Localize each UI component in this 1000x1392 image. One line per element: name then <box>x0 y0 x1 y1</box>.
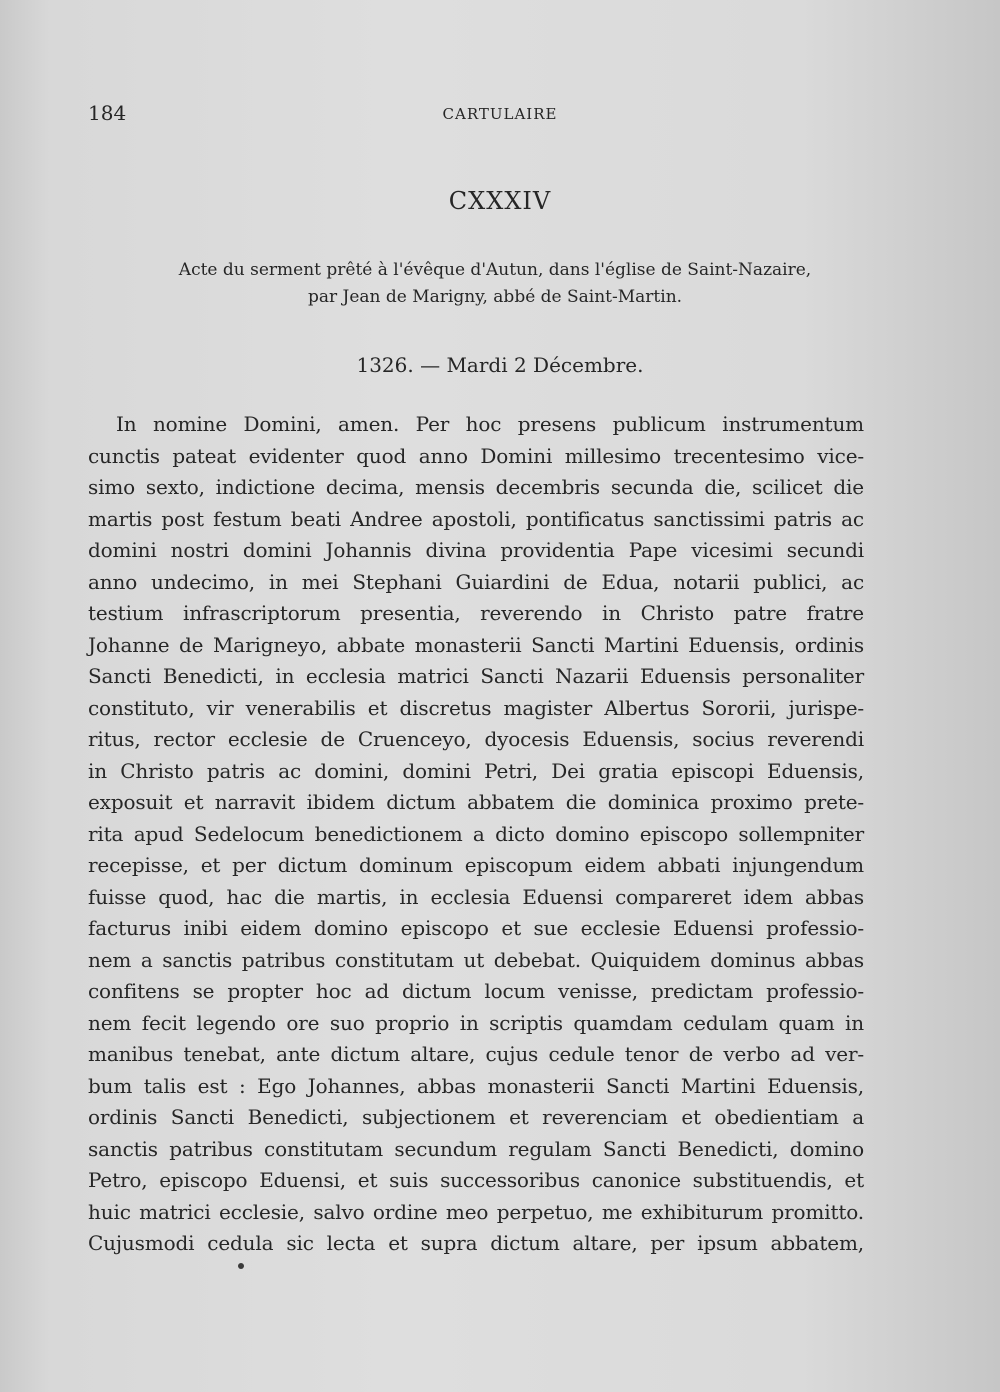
body-line: Sancti Benedicti, in ecclesia matrici Sancti Nazarii Eduensis personaliter <box>88 664 864 688</box>
body-line: Johanne de Marigneyo, abbate monasterii Sancti Martini Eduensis, ordinis <box>88 632 864 657</box>
body-line: confitens se propter hoc ad dictum locum venisse, predictam professio- <box>88 979 864 1003</box>
body-line: cunctis pateat evidenter quod anno Domini millesimo trecentesimo vice- <box>88 443 864 468</box>
body-line: facturus inibi eidem domino episcopo et sue ecclesie Eduensi professio- <box>88 916 864 940</box>
body-line: martis post festum beati Andree apostoli, pontificatus sanctissimi patris ac <box>88 506 864 531</box>
body-line: anno undecimo, in mei Stephani Guiardini de Edua, notarii publici, ac <box>88 569 864 594</box>
body-line: In nomine Domini, amen. Per hoc presens publicum instrumentum <box>116 412 864 436</box>
body-line: Petro, episcopo Eduensi, et suis successoribus canonice substituendis, et <box>88 1168 864 1192</box>
body-line: simo sexto, indictione decima, mensis decembris secunda die, scilicet die <box>88 475 864 499</box>
act-number: CXXXIV <box>448 187 552 215</box>
body-line: testium infrascriptorum presentia, reverendo in Christo patre fratre <box>88 601 864 625</box>
body-line: domini nostri domini Johannis divina providentia Pape vicesimi secundi <box>88 538 864 562</box>
body-line: rita apud Sedelocum benedictionem a dicto domino episcopo sollempniter <box>88 821 864 846</box>
body-line: bum talis est : Ego Johannes, abbas monasterii Sancti Martini Eduensis, <box>88 1073 864 1098</box>
act-date: 1326. — Mardi 2 Décembre. <box>356 353 644 377</box>
summary-line: Acte du serment prêté à l'évêque d'Autun, dans l'église de Saint-Nazaire, <box>178 260 812 280</box>
act-summary <box>115 257 875 311</box>
body-line: constituto, vir venerabilis et discretus magister Albertus Sororii, jurispe- <box>88 695 864 720</box>
body-line: recepisse, et per dictum dominum episcopum eidem abbati injungendum <box>88 853 864 877</box>
body-line: Cujusmodi cedula sic lecta et supra dictum altare, per ipsum abbatem, <box>88 1231 864 1255</box>
body-line: nem a sanctis patribus constitutam ut debebat. Quiquidem dominus abbas <box>88 947 864 972</box>
running-head: CARTULAIRE <box>442 105 558 123</box>
body-line: in Christo patris ac domini, domini Petri, Dei gratia episcopi Eduensis, <box>88 758 864 783</box>
body-line: exposuit et narravit ibidem dictum abbatem die dominica proximo prete- <box>88 790 864 814</box>
body-line: fuisse quod, hac die martis, in ecclesia Eduensi compareret idem abbas <box>88 884 864 909</box>
body-line: ritus, rector ecclesie de Cruenceyo, dyocesis Eduensis, socius reverendi <box>88 727 864 751</box>
summary-line: par Jean de Marigny, abbé de Saint-Martin. <box>307 287 683 307</box>
body-line: manibus tenebat, ante dictum altare, cujus cedule tenor de verbo ad ver- <box>88 1042 864 1066</box>
body-line: sanctis patribus constitutam secundum regulam Sancti Benedicti, domino <box>88 1136 864 1161</box>
page-number: 184 <box>88 101 127 125</box>
body-line: ordinis Sancti Benedicti, subjectionem et reverenciam et obedientiam a <box>88 1105 864 1129</box>
body-line: nem fecit legendo ore suo proprio in scriptis quamdam cedulam quam in <box>88 1010 864 1035</box>
body-line: huic matrici ecclesie, salvo ordine meo perpetuo, me exhibiturum promitto. <box>88 1199 864 1224</box>
ink-speck <box>238 1263 244 1269</box>
act-body <box>88 409 864 1260</box>
